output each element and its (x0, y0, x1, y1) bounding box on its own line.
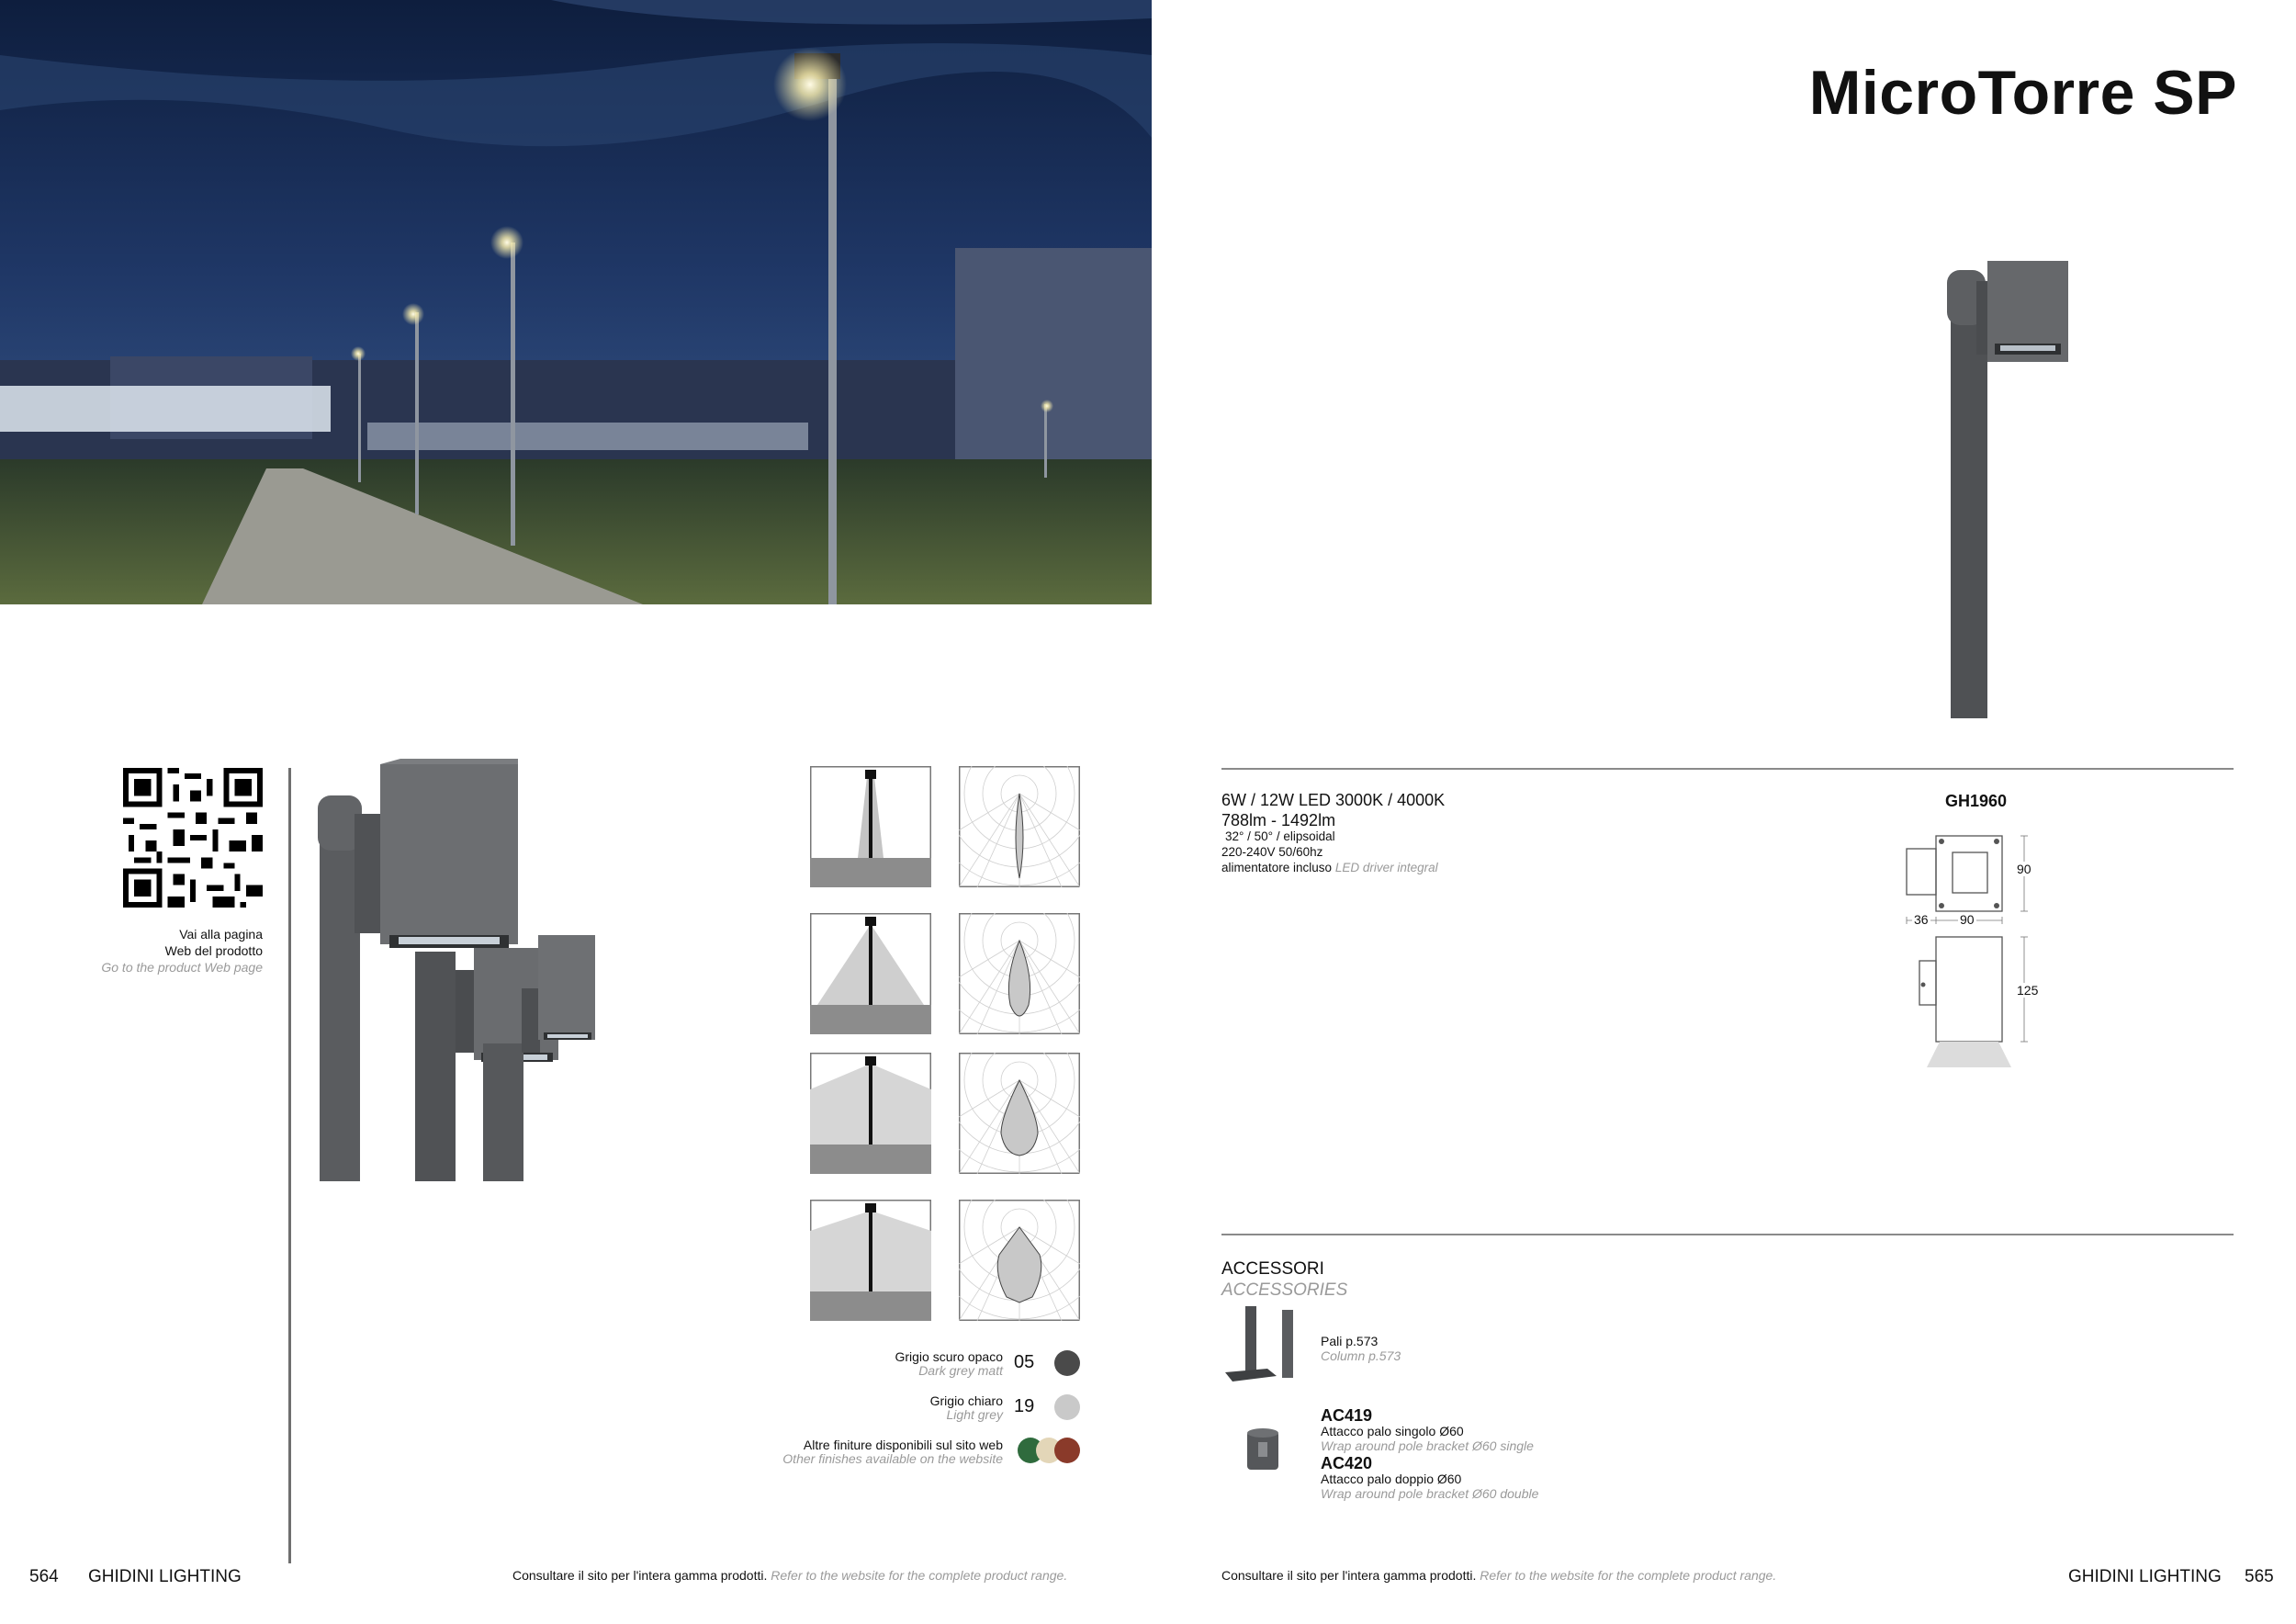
dim-top-height: 90 (2017, 862, 2032, 876)
beam-diagram-4 (810, 1200, 931, 1321)
accessory-ac420-code: AC420 (1321, 1454, 1373, 1472)
finish-other-it: Altre finiture disponibili sul sito web (803, 1438, 1003, 1452)
accessories-title-en: ACCESSORIES (1221, 1280, 1348, 1300)
section-rule-accessories (1221, 1234, 2234, 1235)
vertical-divider (288, 768, 291, 1563)
accessory-ac419 (1321, 1407, 1534, 1453)
spec-driver-en: LED driver integral (1334, 861, 1438, 874)
swatch-dark-grey (1054, 1350, 1080, 1376)
product-code: GH1960 (1945, 792, 2008, 810)
finish-light-grey (709, 1394, 1003, 1422)
accessory-columns (1321, 1334, 1401, 1363)
dim-width: 90 (1960, 912, 1975, 927)
page-number-left: 564 (29, 1567, 59, 1586)
brand-right: GHIDINI LIGHTING (2068, 1567, 2222, 1586)
page-number-right: 565 (2245, 1567, 2274, 1586)
spec-optics: 32° / 50° / elipsoidal (1225, 829, 1335, 843)
accessories-title-it: ACCESSORI (1221, 1259, 1324, 1279)
accessory-bracket-image (1245, 1427, 1280, 1472)
spec-voltage: 220-240V 50/60hz (1221, 845, 1323, 859)
polar-diagram-3 (959, 1053, 1080, 1174)
spec-power: 6W / 12W LED 3000K / 4000K (1221, 791, 1446, 809)
finish-other-en: Other finishes available on the website (782, 1451, 1003, 1466)
polar-diagram-2 (959, 913, 1080, 1034)
accessory-columns-it: Pali p.573 (1321, 1334, 1379, 1348)
spec-lumen: 788lm - 1492lm (1221, 811, 1336, 829)
hero-night-photo (0, 0, 1152, 604)
spec-block (1221, 792, 1445, 875)
beam-diagram-3 (810, 1053, 931, 1174)
beam-diagram-1 (810, 766, 931, 887)
finish-light-grey-code: 19 (1014, 1396, 1035, 1416)
footer-note-left (512, 1568, 1067, 1583)
footer-note-left-en: Refer to the website for the complete product range. (771, 1568, 1068, 1583)
accessories-heading (1221, 1258, 1347, 1301)
accessory-ac420 (1321, 1455, 1538, 1501)
qr-caption (55, 926, 263, 976)
finish-dark-grey (709, 1350, 1003, 1378)
brand-left: GHIDINI LIGHTING (88, 1567, 242, 1586)
swatch-red-brown (1054, 1438, 1080, 1463)
footer-note-right-it: Consultare il sito per l'intera gamma prodotti. (1221, 1568, 1477, 1583)
footer-note-left-it: Consultare il sito per l'intera gamma prodotti. (512, 1568, 768, 1583)
product-title: MicroTorre SP (1808, 58, 2237, 128)
finish-dark-grey-it: Grigio scuro opaco (895, 1349, 1003, 1364)
qr-caption-line1: Vai alla pagina (179, 927, 263, 942)
qr-caption-line2: Web del prodotto (164, 943, 263, 958)
qr-caption-line3: Go to the product Web page (101, 960, 263, 975)
accessory-columns-en: Column p.573 (1321, 1348, 1401, 1363)
finish-dark-grey-en: Dark grey matt (918, 1363, 1003, 1378)
accessory-ac419-en: Wrap around pole bracket Ø60 single (1321, 1438, 1534, 1453)
footer-note-right-en: Refer to the website for the complete product range. (1480, 1568, 1777, 1583)
accessory-ac419-it: Attacco palo singolo Ø60 (1321, 1424, 1464, 1438)
section-rule-top (1221, 768, 2234, 770)
finish-light-grey-it: Grigio chiaro (929, 1393, 1003, 1408)
finish-dark-grey-code: 05 (1014, 1352, 1035, 1372)
swatch-light-grey (1054, 1394, 1080, 1420)
beam-diagram-2 (810, 913, 931, 1034)
dim-left: 36 (1914, 912, 1929, 927)
accessory-ac419-code: AC419 (1321, 1406, 1373, 1425)
accessory-ac420-it: Attacco palo doppio Ø60 (1321, 1472, 1462, 1486)
polar-diagram-4 (959, 1200, 1080, 1321)
footer-note-right (1221, 1568, 1776, 1583)
product-render-pole (1936, 261, 2072, 718)
dim-side-height: 125 (2017, 983, 2039, 998)
qr-code[interactable] (123, 768, 263, 908)
finish-light-grey-en: Light grey (946, 1407, 1003, 1422)
accessory-columns-image (1221, 1306, 1299, 1382)
product-render-three-poles (318, 759, 602, 1181)
polar-diagram-1 (959, 766, 1080, 887)
accessory-ac420-en: Wrap around pole bracket Ø60 double (1321, 1486, 1539, 1501)
finish-other (709, 1438, 1003, 1466)
spec-driver-it: alimentatore incluso (1221, 861, 1333, 874)
